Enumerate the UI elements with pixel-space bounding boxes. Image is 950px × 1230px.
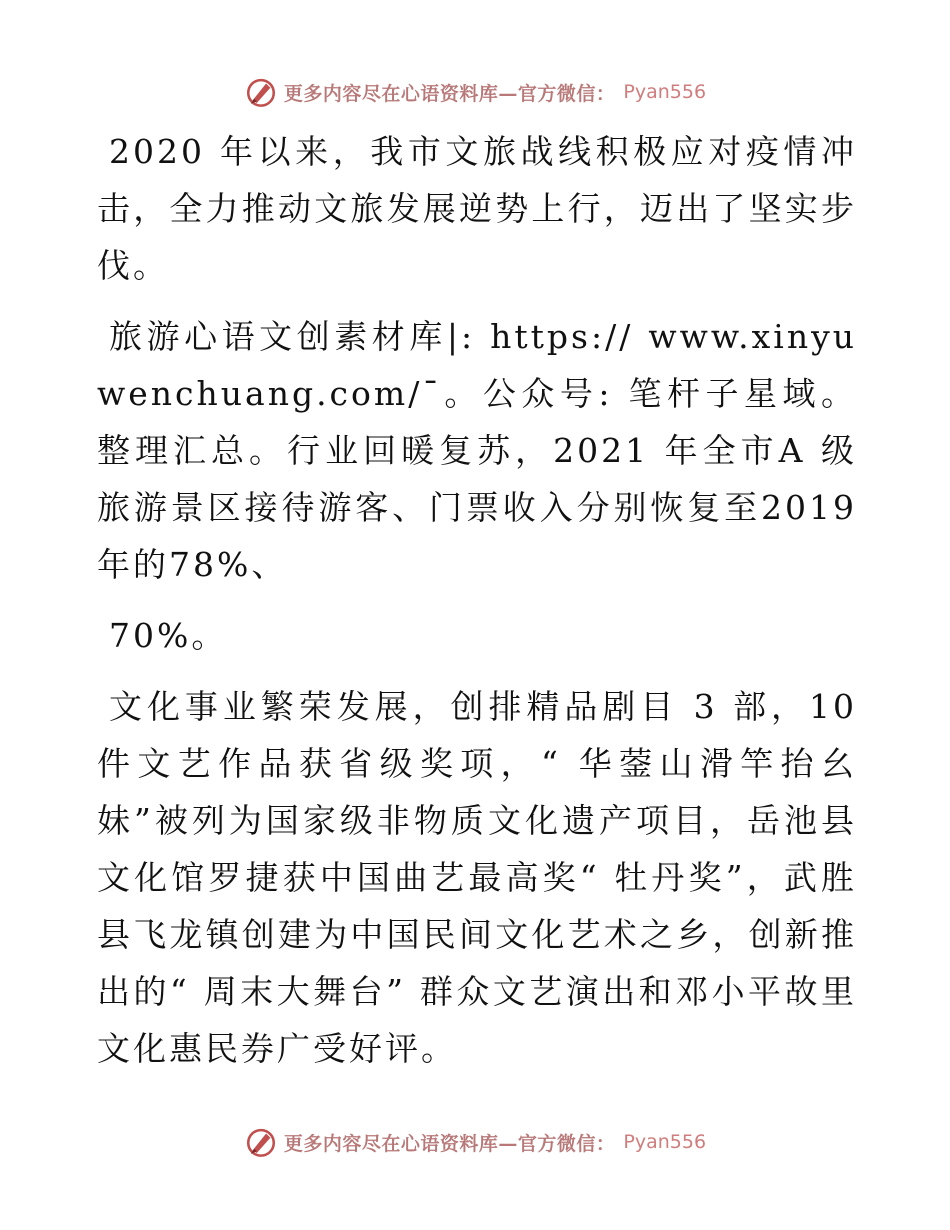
footer-watermark — [0, 1122, 950, 1162]
paragraph-tourism: 旅游心语文创素材库|: https:// www.xinyuwenchuang.com/¯。公众号: 笔杆子星域。整理汇总。行业回暖复苏，2021 年全市A 级旅游景区接待游客、门票收入分别恢复至2019 年的78%、 — [97, 317, 857, 584]
watermark-wechat-id: Pyan556 — [623, 1131, 707, 1153]
document-body — [97, 123, 857, 1091]
pen-logo-icon — [244, 75, 278, 109]
watermark-wechat-id: Pyan556 — [623, 81, 707, 103]
pen-logo-icon — [244, 1125, 278, 1159]
paragraph-culture: 文化事业繁荣发展，创排精品剧目 3 部，10 件文艺作品获省级奖项，“ 华蓥山滑竿抬幺妹”被列为国家级非物质文化遗产项目，岳池县文化馆罗捷获中国曲艺最高奖“ 牡丹奖”，武胜县飞龙镇创建为中国民间文化艺术之乡，创新推出的“ 周末大舞台” 群众文艺演出和邓小平故里文化惠民券广受好评。 — [97, 687, 857, 1068]
watermark-site-text: 更多内容尽在心语资料库—官方微信： — [283, 1132, 616, 1155]
paragraph-percent: 70%。 — [109, 616, 228, 655]
paragraph-intro: 2020 年以来，我市文旅战线积极应对疫情冲击，全力推动文旅发展逆势上行，迈出了坚实步伐。 — [97, 132, 857, 285]
header-watermark — [0, 72, 950, 112]
watermark-site-text: 更多内容尽在心语资料库—官方微信： — [283, 82, 616, 105]
